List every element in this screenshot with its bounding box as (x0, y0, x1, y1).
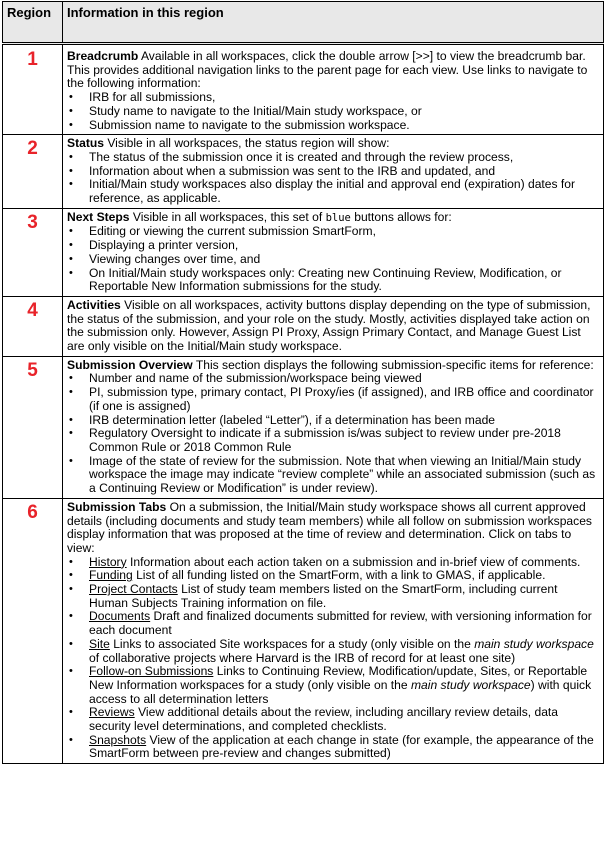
list-item: • Editing or viewing the current submission SmartForm, (89, 225, 599, 239)
tab-description: Information about each action taken on a submission and in-brief view of comments. (126, 554, 581, 569)
tab-name: Site (89, 636, 110, 651)
tab-description: Links to Continuing Review, Modification/update, Sites, or Reportable New Information workspaces for a study (only visible on the (89, 664, 588, 692)
list-item: • Displaying a printer version, (89, 239, 599, 253)
region-description (63, 356, 604, 498)
list-item: • Number and name of the submission/workspace being viewed (89, 372, 599, 386)
region-title: Next Steps (67, 209, 130, 224)
region-row-2 (3, 135, 604, 209)
list-item: • Viewing changes over time, and (89, 253, 599, 267)
region-row-4 (3, 296, 604, 356)
header-row (3, 2, 604, 44)
list-item: • Information about when a submission was sent to the IRB and updated, and (89, 165, 599, 179)
list-item: • IRB for all submissions, (89, 91, 599, 105)
tab-item-follow-on-submissions (89, 665, 599, 706)
list-item: • PI, submission type, primary contact, PI Proxy/ies (if assigned), and IRB office and coordinator (if one is assigned) (89, 386, 599, 413)
region-title: Submission Tabs (67, 499, 167, 514)
blue-word: blue (325, 211, 351, 224)
tab-name: Reviews (89, 705, 135, 720)
region-description (63, 44, 604, 135)
tab-name: Funding (89, 568, 133, 583)
tab-description-italic: main study workspace (410, 677, 531, 692)
region-description (63, 498, 604, 763)
tab-description-italic: main study workspace (474, 636, 594, 651)
tab-name: Project Contacts (89, 582, 178, 597)
region-row-6 (3, 498, 604, 763)
bullet-list (67, 372, 599, 495)
region-title: Activities (67, 297, 121, 312)
list-item: • The status of the submission once it is created and through the review process, (89, 151, 599, 165)
header-info: Information in this region (63, 2, 604, 44)
tab-name: Snapshots (89, 732, 147, 747)
region-number: 4 (3, 296, 63, 356)
list-item: • Image of the state of review for the submission. Note that when viewing an Initial/Main study workspace the image may indicate “review complete” while an associated submission (such as a Continuing Review or Modification” is under review). (89, 455, 599, 496)
region-description (63, 296, 604, 356)
tab-item-site (89, 638, 599, 665)
region-title: Status (67, 136, 104, 151)
region-text: On a submission, the Initial/Main study workspace shows all current approved details (including documents and study team members) while all follow on submission workspaces display information that was proposed at the time of review and determination. Click on tabs to view: (67, 499, 592, 555)
tab-name: Follow-on Submissions (89, 664, 214, 679)
region-text: Visible on all workspaces, activity buttons display depending on the type of submission, the status of the submission, and your role on the study. Mostly, activities displayed take action on the submission only. However, Assign PI Proxy, Assign Primary Contact, and Manage Guest List are only visible on the Initial/Main study workspace. (67, 297, 591, 354)
tab-description: List of study team members listed on the SmartForm, including current Human Subjects Training information on file. (89, 582, 558, 610)
tab-name: History (89, 554, 127, 569)
region-text: buttons allows for: (350, 209, 452, 224)
tab-item-history (89, 556, 599, 570)
region-number: 1 (3, 44, 63, 135)
list-item: • Submission name to navigate to the submission workspace. (89, 119, 599, 133)
tab-item-funding (89, 569, 599, 583)
region-row-1 (3, 44, 604, 135)
list-item: • Initial/Main study workspaces also display the initial and approval end (expiration) dates for reference, as applicable. (89, 178, 599, 205)
tab-description: List of all funding listed on the SmartForm, with a link to GMAS, if applicable. (132, 568, 546, 583)
tab-item-documents (89, 610, 599, 637)
region-row-5 (3, 356, 604, 498)
region-text: Visible in all workspaces, the status region will show: (103, 136, 390, 151)
region-text: Available in all workspaces, click the double arrow [>>] to view the breadcrumb bar. This provides additional navigation links to the parent page for each view. Use links to navigate to the following information: (67, 49, 588, 91)
tab-description: ) with quick access to all determination letters (89, 677, 592, 706)
region-number: 6 (3, 498, 63, 763)
bullet-list (67, 225, 599, 294)
region-text: This section displays the following submission-specific items for reference: (192, 357, 594, 372)
list-item: • On Initial/Main study workspaces only: Creating new Continuing Review, Modification, or Reportable New Information submissions for the study. (89, 267, 599, 294)
tab-item-reviews (89, 706, 599, 733)
tab-name: Documents (89, 609, 151, 624)
region-text: Visible in all workspaces, this set of (129, 209, 326, 224)
tab-list (67, 556, 599, 762)
bullet-list (67, 91, 599, 132)
tab-item-snapshots (89, 734, 599, 761)
list-item: • IRB determination letter (labeled “Letter”), if a determination has been made (89, 414, 599, 428)
region-description (63, 135, 604, 209)
tab-item-project-contacts (89, 583, 599, 610)
tab-description: View of the application at each change in state (for example, the appearance of the SmartForm between pre-review and changes submitted) (89, 732, 594, 761)
tab-description: of collaborative projects where Harvard is the IRB of record for at least one site) (89, 650, 516, 665)
region-title: Submission Overview (67, 357, 193, 372)
region-title: Breadcrumb (67, 49, 139, 63)
header-region: Region (3, 2, 63, 44)
list-item: • Study name to navigate to the Initial/Main study workspace, or (89, 105, 599, 119)
region-description (63, 208, 604, 296)
tab-description: Draft and finalized documents submitted for review, with versioning information for each document (89, 609, 592, 638)
regions-table (2, 1, 604, 764)
region-number: 3 (3, 208, 63, 296)
region-number: 5 (3, 356, 63, 498)
bullet-list (67, 151, 599, 206)
tab-description: View additional details about the review, including ancillary review details, data security level determinations, and completed checklists. (89, 705, 559, 734)
region-row-3 (3, 208, 604, 296)
region-number: 2 (3, 135, 63, 209)
tab-description: Links to associated Site workspaces for a study (only visible on the (109, 636, 475, 651)
list-item: • Regulatory Oversight to indicate if a submission is/was subject to review under pre-2018 Common Rule or 2018 Common Rule (89, 427, 599, 454)
